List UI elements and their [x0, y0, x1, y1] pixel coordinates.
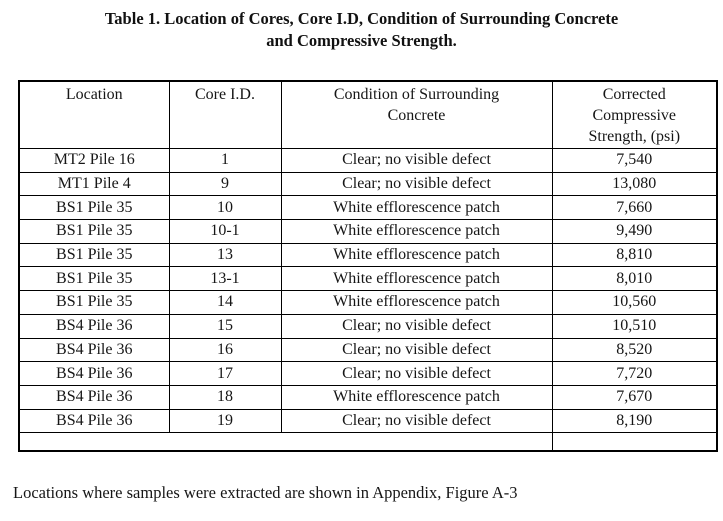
column-header-line: Concrete: [387, 107, 446, 124]
column-header-core-id: [169, 81, 281, 149]
cell-strength-psi: 8,190: [552, 409, 717, 433]
cell-core-id: 14: [169, 291, 281, 315]
table-row: [19, 314, 717, 338]
footer-note: Locations where samples were extracted are shown in Appendix, Figure A-3: [13, 483, 518, 502]
cell-condition: Clear; no visible defect: [281, 362, 552, 386]
cell-strength-psi: 8,810: [552, 243, 717, 267]
cell-strength-psi: 10,510: [552, 314, 717, 338]
table-row: [19, 243, 717, 267]
cell-condition: Clear; no visible defect: [281, 149, 552, 173]
table-row: [19, 267, 717, 291]
table-row: [19, 172, 717, 196]
cell-location: BS1 Pile 35: [19, 243, 169, 267]
cell-core-id: 16: [169, 338, 281, 362]
column-header-line: Location: [65, 86, 123, 103]
cell-location: BS4 Pile 36: [19, 362, 169, 386]
cell-strength-psi: 8,010: [552, 267, 717, 291]
cell-core-id: 9: [169, 172, 281, 196]
cores-table-body: [19, 149, 717, 452]
cell-location: MT2 Pile 16: [19, 149, 169, 173]
table-row: [19, 196, 717, 220]
cell-condition: White efflorescence patch: [281, 385, 552, 409]
cell-condition: White efflorescence patch: [281, 267, 552, 291]
cell-core-id: 1: [169, 149, 281, 173]
cell-strength-psi: 7,720: [552, 362, 717, 386]
cell-core-id: 19: [169, 409, 281, 433]
cell-core-id: 15: [169, 314, 281, 338]
column-header-location: [19, 81, 169, 149]
cell-strength-psi: 9,490: [552, 220, 717, 244]
table-title-line2: and Compressive Strength.: [266, 31, 457, 50]
table-title-line1: Table 1. Location of Cores, Core I.D, Condition of Surrounding Concrete: [104, 9, 619, 28]
table-row: [19, 409, 717, 433]
cell-strength-psi: 7,670: [552, 385, 717, 409]
cell-strength-psi: 8,520: [552, 338, 717, 362]
empty-table-row: [19, 433, 717, 452]
empty-cell-strength-psi: [552, 433, 717, 452]
column-header-line: Corrected: [602, 86, 666, 103]
cores-table-header: [19, 81, 717, 149]
cell-condition: Clear; no visible defect: [281, 172, 552, 196]
header-row: [19, 81, 717, 149]
cell-location: BS1 Pile 35: [19, 196, 169, 220]
cell-location: BS1 Pile 35: [19, 220, 169, 244]
cell-condition: Clear; no visible defect: [281, 314, 552, 338]
cell-strength-psi: 7,660: [552, 196, 717, 220]
table-row: [19, 291, 717, 315]
cores-table: [18, 80, 718, 452]
cell-location: BS1 Pile 35: [19, 267, 169, 291]
cell-location: BS4 Pile 36: [19, 338, 169, 362]
cell-location: BS4 Pile 36: [19, 314, 169, 338]
table-row: [19, 149, 717, 173]
cell-core-id: 17: [169, 362, 281, 386]
empty-cell-condition: [281, 433, 552, 452]
cell-condition: White efflorescence patch: [281, 291, 552, 315]
cell-condition: Clear; no visible defect: [281, 409, 552, 433]
table-row: [19, 362, 717, 386]
table-row: [19, 338, 717, 362]
column-header-strength: [552, 81, 717, 149]
cell-strength-psi: 10,560: [552, 291, 717, 315]
cell-location: MT1 Pile 4: [19, 172, 169, 196]
cell-core-id: 18: [169, 385, 281, 409]
cell-location: BS1 Pile 35: [19, 291, 169, 315]
cell-strength-psi: 7,540: [552, 149, 717, 173]
cell-condition: White efflorescence patch: [281, 243, 552, 267]
table-row: [19, 385, 717, 409]
column-header-condition: [281, 81, 552, 149]
cell-strength-psi: 13,080: [552, 172, 717, 196]
column-header-line: Condition of Surrounding: [333, 86, 500, 103]
cell-location: BS4 Pile 36: [19, 385, 169, 409]
cell-core-id: 13-1: [169, 267, 281, 291]
cell-core-id: 10-1: [169, 220, 281, 244]
cell-core-id: 13: [169, 243, 281, 267]
column-header-line: Strength, (psi): [588, 128, 681, 145]
empty-cell-core-id: [169, 433, 281, 452]
column-header-line: Core I.D.: [195, 86, 255, 103]
cell-condition: Clear; no visible defect: [281, 338, 552, 362]
cell-core-id: 10: [169, 196, 281, 220]
cell-condition: White efflorescence patch: [281, 220, 552, 244]
column-header-line: Compressive: [592, 107, 677, 124]
empty-cell-location: [19, 433, 169, 452]
cell-condition: White efflorescence patch: [281, 196, 552, 220]
table-title: [0, 8, 723, 52]
cell-location: BS4 Pile 36: [19, 409, 169, 433]
table-row: [19, 220, 717, 244]
